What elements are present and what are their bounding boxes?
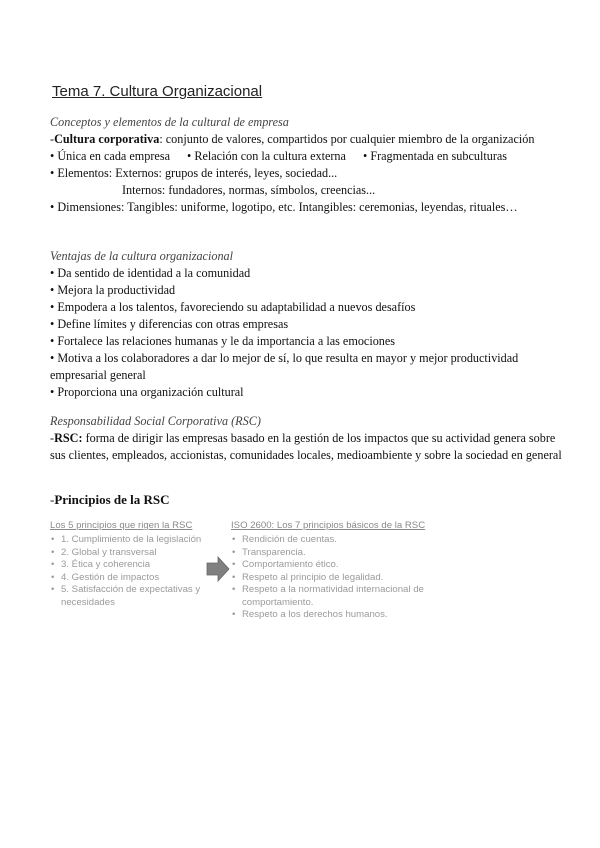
- list-item: • Proporciona una organización cultural: [50, 385, 244, 399]
- list-item: • Comportamiento ético.: [242, 559, 451, 572]
- list-item: • Fortalece las relaciones humanas y le da importancia a las emociones: [50, 334, 396, 348]
- def-prefix: -: [50, 132, 55, 146]
- section-heading-rsc: Responsabilidad Social Corporativa (RSC): [50, 414, 261, 428]
- list-item: • 2. Global y transversal: [61, 547, 220, 560]
- list-item: • Empodera a los talentos, favoreciendo su adaptabilidad a nuevos desafíos: [50, 300, 416, 314]
- list-item: • Rendición de cuentas.: [242, 534, 451, 547]
- principios-heading: -Principios de la RSC: [50, 492, 170, 507]
- definition-rsc: [50, 430, 570, 464]
- bullet-elementos: • Elementos: Externos: grupos de interés, leyes, sociedad...: [50, 166, 338, 180]
- def-prefix: -: [50, 431, 55, 445]
- def-text: : conjunto de valores, compartidos por cualquier miembro de la organización: [159, 132, 535, 146]
- def-term: Cultura corporativa: [54, 132, 160, 146]
- left-column-title: Los 5 principios que rigen la RSC: [50, 520, 193, 531]
- list-item: • Mejora la productividad: [50, 283, 176, 297]
- right-column: [231, 520, 451, 622]
- list-item: • Transparencia.: [242, 547, 451, 560]
- bullet-dimensiones: • Dimensiones: Tangibles: uniforme, logotipo, etc. Intangibles: ceremonias, leyendas, rituales…: [50, 200, 518, 214]
- list-item: • 1. Cumplimiento de la legislación: [61, 534, 220, 547]
- right-list: [231, 534, 451, 622]
- list-item: • Respeto a la normatividad internacional de comportamiento.: [242, 584, 451, 609]
- section-concepts: [50, 114, 570, 216]
- right-column-title: ISO 2600: Los 7 principios básicos de la RSC: [231, 520, 426, 531]
- def-text: forma de dirigir las empresas basado en la gestión de los impactos que su actividad genera sobre sus clientes, empleados, accionistas, comunidades locales, medioambiente y sobre la sociedad en general: [50, 431, 562, 462]
- bullet-relacion: • Relación con la cultura externa: [187, 149, 346, 163]
- list-item: • 4. Gestión de impactos: [61, 572, 220, 585]
- list-item: • Respeto a los derechos humanos.: [242, 609, 451, 622]
- def-term: RSC:: [54, 431, 83, 445]
- definition-cultura: [50, 131, 570, 148]
- bullet-internos: Internos: fundadores, normas, símbolos, creencias...: [122, 183, 376, 197]
- iso-label: ISO 2600: [231, 520, 272, 531]
- section-ventajas: [50, 248, 570, 401]
- list-item: • Respeto al principio de legalidad.: [242, 572, 451, 585]
- list-item: • 3. Ética y coherencia: [61, 559, 220, 572]
- list-item: • 5. Satisfacción de expectativas y necesidades: [61, 584, 220, 609]
- list-item: • Define límites y diferencias con otras empresas: [50, 317, 289, 331]
- right-arrow-icon: [206, 556, 230, 582]
- list-item: • Da sentido de identidad a la comunidad: [50, 266, 251, 280]
- rsc-principles-diagram: [50, 520, 490, 640]
- section-heading-concepts: Conceptos y elementos de la cultural de empresa: [50, 115, 289, 129]
- left-column: [50, 520, 220, 609]
- section-heading-ventajas: Ventajas de la cultura organizacional: [50, 249, 234, 263]
- list-item: • Motiva a los colaboradores a dar lo mejor de sí, lo que resulta en mayor y mejor productividad empresarial general: [50, 351, 519, 382]
- principios-title: Principios de la RSC: [54, 492, 170, 507]
- section-rsc: [50, 413, 570, 464]
- bullet-unica: • Única en cada empresa: [50, 149, 170, 163]
- bullets-inline: [50, 148, 570, 165]
- left-list: [50, 534, 220, 609]
- bullet-fragmentada: • Fragmentada en subculturas: [363, 149, 508, 163]
- page-title: Tema 7. Cultura Organizacional: [52, 83, 263, 100]
